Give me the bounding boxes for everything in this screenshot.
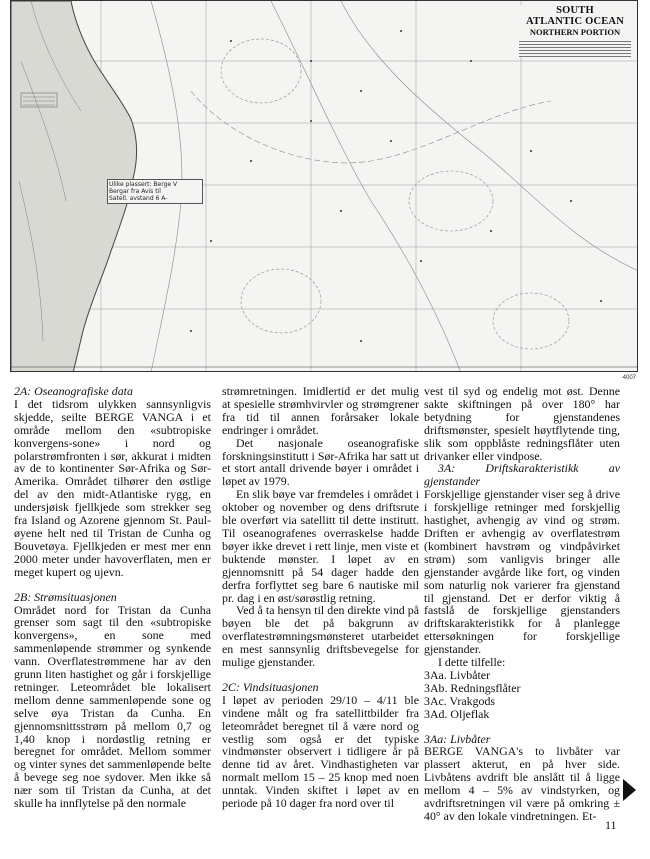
continue-arrow-icon bbox=[623, 779, 636, 801]
paragraph: strømretningen. Imidlertid er det mulig at spesielle strømhvirvler og strømgrener fra tid til annen forårsaker lokale endringer i området. bbox=[222, 384, 419, 437]
text-column-3 bbox=[424, 385, 620, 823]
chart-fine-print bbox=[519, 39, 631, 57]
text-column-1 bbox=[14, 385, 211, 810]
chart-title-line3: NORTHERN PORTION bbox=[529, 27, 621, 37]
paragraph: Ved å ta hensyn til den direkte vind på bøyen ble det på bakgrunn av overflatestrømningsmønsteret utarbeidet en mest sannsynlig driftsbevegelse for mulige gjenstander. bbox=[222, 603, 419, 670]
section-heading-3aa: 3Aa: Livbåter bbox=[424, 731, 491, 746]
list-item: 3Aa. Livbåter bbox=[424, 667, 491, 682]
paragraph-2b: Området nord for Tristan da Cunha grenser som sagt til den «subtropiske konvergens», en sone med sammenløpende strømmer og synkende vann. Overflatestrømmene har av den grunn liten hastighet og går i forskjellige retninger. Leteområdet ble lokalisert mellom denne sammenløpende sone og selve øya Tristan da Cunha. En gjennomsnittsstrøm på mellom 0,7 og 1,40 knop i nordøstlig retning er beregnet for området. Mellom sommer og vinter synes det sammenløpende belte å bevege seg noe sydover. Men ikke så nær som til Tristan da Cunha, at det skulle ha innflytelse på den normale bbox=[14, 602, 211, 811]
section-heading-2c: 2C: Vindsituasjonen bbox=[222, 679, 319, 694]
chart-annotation bbox=[107, 179, 203, 204]
annotation-line: Satell. avstand 6 A- bbox=[109, 195, 168, 202]
paragraph-2a: I det tidsrom ulykken sannsynligvis skjedde, seilte BERGE VANGA i et område mellom den «subtropiske konvergens-sone» i nord og polarstrømfronten i sør, akkurat i midten av de to kontinenter Sør-Afrika og Sør-Amerika. Området tilhører den østlige del av den midt-Atlantiske rygg, en undersjøisk fjellkjede som strekker seg fra Island og Azorene gjennom St. Paul-øyene helt ned til Tristan de Cunha og Bouvetøya. Fjellkjeden er mest mer enn 2000 meter under havoverflaten, men er meget kupert og ujevn. bbox=[14, 396, 211, 579]
chart-number: 4007 bbox=[622, 375, 636, 381]
page-number: 11 bbox=[605, 818, 617, 832]
paragraph-2c: I løpet av perioden 29/10 – 4/11 ble vindene målt og fra satellittbilder fra leteområdet beregnet til å være nord og vestlig som også er det typiske vindmønster observert i tidligere år på denne tid av året. Vindhastigheten var normalt mellom 15 – 25 knop med noen unntak. Vinden skiftet i løpet av en periode på 10 dager fra nord over til bbox=[222, 692, 419, 811]
chart-title-line2: ATLANTIC OCEAN bbox=[526, 16, 624, 27]
annotation-line: Bergar fra Avis til bbox=[109, 188, 161, 195]
paragraph-3aa: BERGE VANGA's to livbåter var plassert akterut, en på hver side. Livbåtens avdrift ble anslått til å ligge mellom 4 – 5% av vindstyrken, og avdriftsretningen vil være på omkring ± 40° av den lokale vindretningen. Et- bbox=[424, 744, 620, 823]
nautical-chart bbox=[10, 0, 638, 372]
list-item: 3Ac. Vrakgods bbox=[424, 693, 496, 708]
section-heading-2a: 2A: Oseanografiske data bbox=[14, 384, 133, 398]
list-item: 3Ad. Oljeflak bbox=[424, 706, 490, 721]
object-list bbox=[424, 656, 620, 721]
paragraph: vest til syd og endelig mot øst. Denne sakte skiftningen på over 180° har betydning for gjenstandenes driftsmønster, spesielt høytflytende ting, slik som oppblåste redningsflåter uten drivanker eller vindpose. bbox=[424, 384, 620, 463]
chart-title-block bbox=[519, 5, 631, 57]
section-heading-3a: 3A: Driftskarakteristikk av gjenstander bbox=[424, 461, 620, 489]
paragraph-3a: Forskjellige gjenstander viser seg å drive i forskjellige retninger med forskjellig hastighet, avhengig av vind og strøm. Driften er avhengig av overflatestrøm (kombinert havstrøm og vindpåvirket strøm) som vanligvis bringer alle gjenstander avgårde like fort, og vinden som naturlig nok varierer fra gjenstand til gjenstand. Det er derfor viktig å fastslå de forskjellige gjenstanders driftskarakteristikk for å planlegge ettersøkningen for forskjellige gjenstander. bbox=[424, 487, 620, 657]
paragraph: En slik bøye var fremdeles i området i oktober og november og dens driftsrute ble overført via satellitt til dette institutt. Til oseanografenes overraskelse hadde bøyer ikke drevet i rett linje, men viste et buktende mønster. I løpet av en gjennomsnitt på 54 dager hadde den derfra forflyttet seg bare 6 nautiske mil pr. dag i en øst/sørøstlig retning. bbox=[222, 487, 419, 605]
list-intro: I dette tilfelle: bbox=[438, 655, 506, 670]
section-heading-2b: 2B: Strømsituasjonen bbox=[14, 589, 117, 604]
list-item: 3Ab. Redningsflåter bbox=[424, 680, 521, 695]
annotation-line: Ulike plassert: Berge V bbox=[109, 181, 178, 188]
paragraph: Det nasjonale oseanografiske forskningsinstitutt i Sør-Afrika har satt ut et stort antall drivende bøyer i området i løpet av 1979. bbox=[222, 435, 419, 489]
chart-title-line1: SOUTH bbox=[556, 5, 594, 16]
text-column-2 bbox=[222, 385, 419, 810]
